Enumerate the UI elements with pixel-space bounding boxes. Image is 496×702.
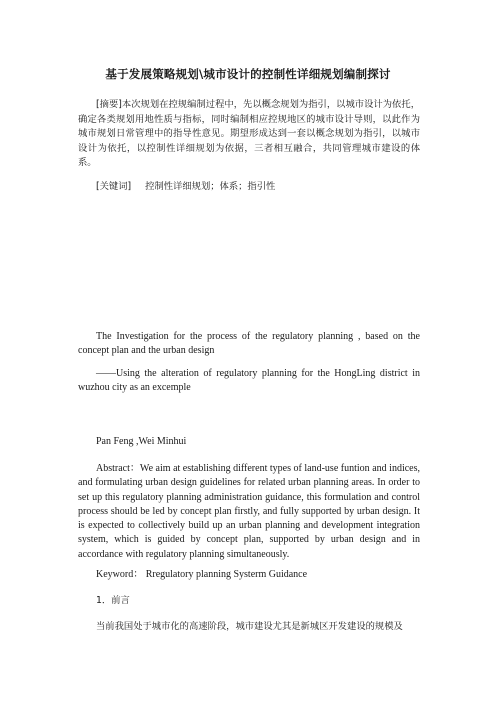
paper-title: 基于发展策略规划\城市设计的控制性详细规划编制探讨 [105,67,391,81]
chinese-keywords-label: [关键词] [96,181,132,192]
chinese-keywords [78,180,420,195]
chinese-keywords-text: 控制性详细规划；体系；指引性 [145,181,276,192]
body-paragraph: 当前我国处于城市化的高速阶段，城市建设尤其是新城区开发建设的规模及 [96,621,403,632]
english-title: The Investigation for the process of the regulatory planning , based on the concept plan and the urban design [78,331,420,357]
english-subtitle: ——Using the alteration of regulatory planning for the HongLing district in wuzhou city as an excemple [78,368,420,394]
chinese-abstract: [摘要]本次规划在控规编制过程中，先以概念规划为指引，以城市设计为依托，确定各类规划用地性质与指标，同时编制相应控规地区的城市设计导则，以此作为城市规划日常管理中的指导性意见。期望形成达到一套以概念规划为指引，以城市设计为依托，以控制性详细规划为依据，三者相互融合，共同管理城市建设的体系。 [78,99,420,168]
english-abstract: Abstract：We aim at establishing different types of land-use funtion and indices, and formulating urban design guidelines for related urban planning areas. In order to set up this regulatory planning administration guidance, this formulation and control process should be led by concept plan firstly, and fully supported by urban design. It is expected to collectively build up an urban planning and development integration system, which is guided by concept plan, supported by urban design and in accordance with regulatory planning simultaneously. [78,463,420,560]
authors: Pan Feng ,Wei Minhui [96,436,187,447]
english-keywords: Keyword： Rregulatory planning Systerm Guidance [96,569,308,580]
section-heading: 1．前言 [96,595,130,606]
